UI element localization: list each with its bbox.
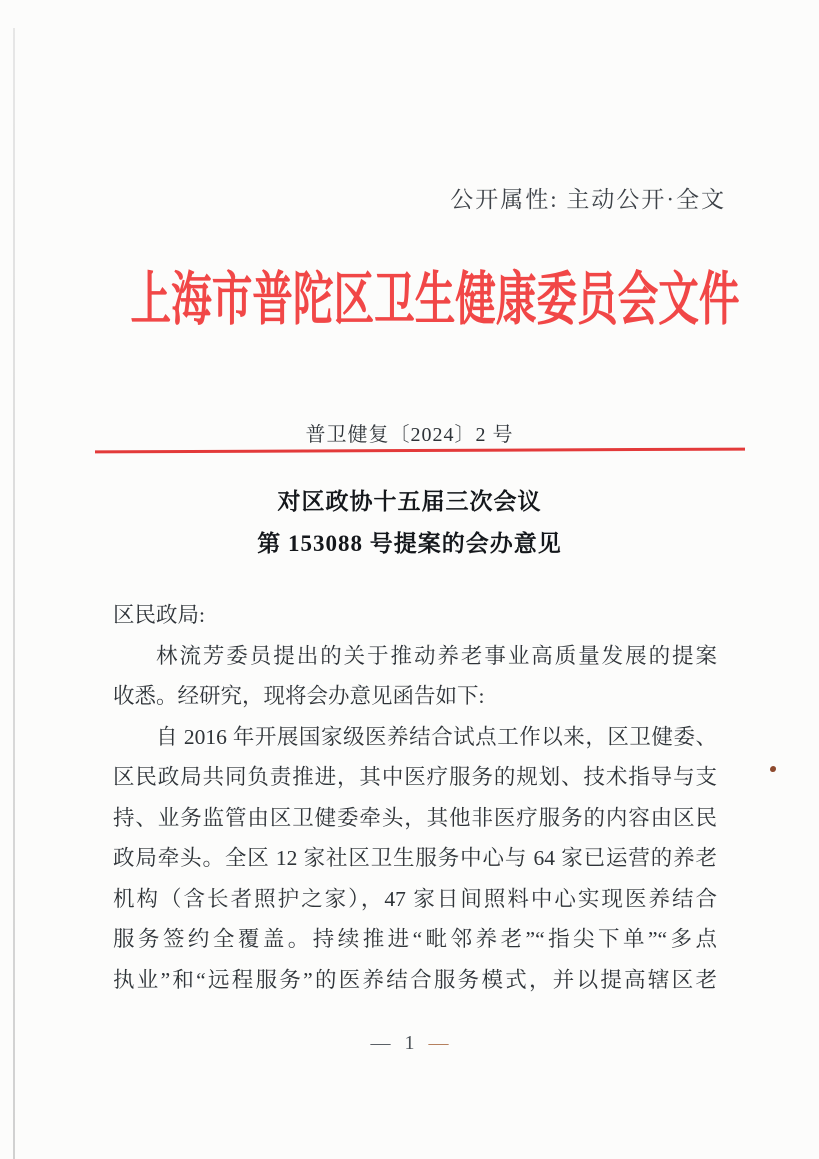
page-number-dash-right: — — [428, 1032, 449, 1054]
document-number: 普卫健复〔2024〕2 号 — [305, 424, 514, 446]
body-line: 区民政局共同负责推进，其中医疗服务的规划、技术指导与支 — [113, 765, 717, 789]
body-line: 政局牵头。全区 12 家社区卫生服务中心与 64 家已运营的养老 — [113, 846, 717, 870]
body-text — [113, 595, 717, 1000]
body-line: 林流芳委员提出的关于推动养老事业高质量发展的提案 — [156, 643, 717, 668]
agency-banner — [0, 252, 819, 336]
red-divider-line — [95, 448, 745, 454]
body-line: 执业”和“远程服务”的医养结合服务模式，并以提高辖区老 — [113, 967, 717, 992]
page-number-dash-left: — — [370, 1032, 391, 1054]
document-title — [0, 481, 819, 565]
document-title-line-2: 第 153088 号提案的会办意见 — [257, 531, 562, 556]
scan-speck — [770, 766, 776, 772]
body-line: 服务签约全覆盖。持续推进“毗邻养老”“指尖下单”“多点 — [113, 927, 717, 951]
scan-edge-line — [13, 28, 15, 1159]
document-title-line-1: 对区政协十五届三次会议 — [277, 489, 542, 514]
page-number-value: 1 — [404, 1032, 415, 1054]
body-line-salutation: 区民政局: — [113, 603, 205, 627]
body-line: 自 2016 年开展国家级医养结合试点工作以来，区卫健委、 — [156, 724, 717, 749]
publicity-attribute-label: 公开属性: 主动公开·全文 — [450, 187, 726, 212]
page-number — [0, 1032, 819, 1055]
body-line: 收悉。经研究，现将会办意见函告如下: — [113, 684, 485, 708]
body-line: 持、业务监管由区卫健委牵头，其他非医疗服务的内容由区民 — [113, 805, 717, 830]
agency-banner-title: 上海市普陀区卫生健康委员会文件 — [130, 267, 740, 332]
body-line: 机构（含长者照护之家），47 家日间照料中心实现医养结合 — [113, 886, 717, 911]
